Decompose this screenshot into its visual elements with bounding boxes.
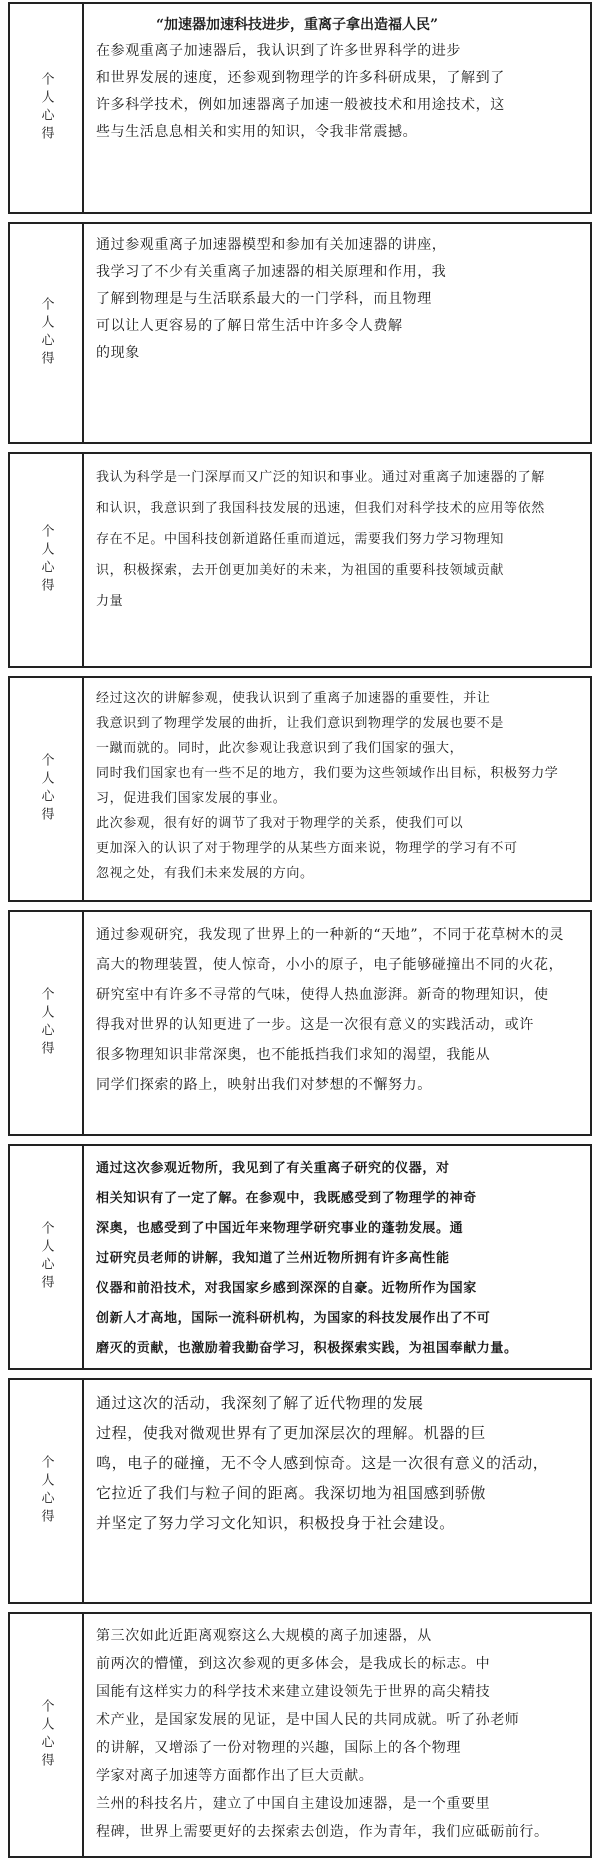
reflection-card [8, 910, 592, 1136]
reflection-text-cell [84, 912, 590, 1134]
reflection-text-cell [84, 224, 590, 442]
reflection-text-cell [84, 678, 590, 900]
personal-reflection-label: 个人心得 [38, 524, 54, 596]
reflection-card [8, 452, 592, 668]
reflection-text-cell [84, 1380, 590, 1602]
reflection-text: 在参观重离子加速器后，我认识到了许多世界科学的进步 和世界发展的速度，还参观到物理学的许多科研成果，了解到了 许多科学技术，例如加速器离子加速一般被技术和用途技术，这 些与生活息息相关和实用的知识，令我非常震撼。 [96, 43, 505, 140]
personal-reflection-label: 个人心得 [38, 753, 54, 825]
label-cell [10, 1146, 84, 1368]
personal-reflection-label: 个人心得 [38, 297, 54, 369]
reflection-card [8, 1612, 592, 1858]
reflection-text-cell [84, 454, 590, 666]
personal-reflection-label: 个人心得 [38, 72, 54, 144]
reflection-card [8, 222, 592, 444]
personal-reflection-label: 个人心得 [38, 987, 54, 1059]
reflection-text: 通过这次参观近物所，我见到了有关重离子研究的仪器，对 相关知识有了一定了解。在参观中，我既感受到了物理学的神奇 深奥，也感受到了中国近年来物理学研究事业的蓬勃发展。通 过研究员老师的讲解，我知道了兰州近物所拥有许多高性能 仪器和前沿技术，对我国家乡感到深深的自豪。近物所作为国家 创新人才高地，国际一流科研机构，为国家的科技发展作出了不可 磨灭的贡献，也激励着我勤奋学习，积极探索实践，为祖国奉献力量。 [96, 1161, 518, 1356]
reflection-title: “加速器加速科技进步，重离子拿出造福人民” [156, 17, 439, 33]
reflection-text: 通过参观研究，我发现了世界上的一种新的“天地”，不同于花草树木的灵 高大的物理装置，使人惊奇，小小的原子，电子能够碰撞出不同的火花， 研究室中有许多不寻常的气味，使得人热血澎湃。新奇的物理知识，使 得我对世界的认知更进了一步。这是一次很有意义的实践活动，或许 很多物理知识非常深奥，也不能抵挡我们求知的渴望，我能从 同学们探索的路上，映射出我们对梦想的不懈努力。 [96, 927, 565, 1093]
label-cell [10, 224, 84, 442]
personal-reflection-label: 个人心得 [38, 1455, 54, 1527]
reflection-text: 通过这次的活动，我深刻了解了近代物理的发展 过程，使我对微观世界有了更加深层次的理解。机器的巨 鸣，电子的碰撞，无不令人感到惊奇。这是一次很有意义的活动， 它拉近了我们与粒子间的距离。我深切地为祖国感到骄傲 并坚定了努力学习文化知识，积极投身于社会建设。 [96, 1394, 549, 1532]
reflection-text: 第三次如此近距离观察这么大规模的离子加速器，从 前两次的懵懂，到这次参观的更多体会，是我成长的标志。中 国能有这样实力的科学技术来建立建设领先于世界的高尖精技 术产业，是国家发展的见证，是中国人民的共同成就。听了孙老师 的讲解，又增添了一份对物理的兴趣，国际上的各个物理 学家对离子加速等方面都作出了巨大贡献。 兰州的科技名片，建立了中国自主建设加速器，是一个重要里 程碑，世界上需要更好的去探索去创造，作为青年，我们应砥砺前行。 [96, 1628, 549, 1840]
label-cell [10, 1380, 84, 1602]
label-cell [10, 912, 84, 1134]
label-cell [10, 454, 84, 666]
personal-reflection-label: 个人心得 [38, 1699, 54, 1771]
label-cell [10, 1614, 84, 1856]
reflection-card [8, 676, 592, 902]
reflection-text: 通过参观重离子加速器模型和参加有关加速器的讲座， 我学习了不少有关重离子加速器的相关原理和作用，我 了解到物理是与生活联系最大的一门学科，而且物理 可以让人更容易的了解日常生活中许多令人费解 的现象 [96, 237, 447, 361]
label-cell [10, 4, 84, 212]
reflection-card [8, 1378, 592, 1604]
reflection-text: 我认为科学是一门深厚而又广泛的知识和事业。通过对重离子加速器的了解 和认识，我意识到了我国科技发展的迅速，但我们对科学技术的应用等依然 存在不足。中国科技创新道路任重而道远，需要我们努力学习物理知 识，积极探索，去开创更加美好的未来，为祖国的重要科技领域贡献 力量 [96, 470, 545, 609]
personal-reflection-label: 个人心得 [38, 1221, 54, 1293]
reflection-text-cell [84, 1614, 590, 1856]
reflection-text-cell [84, 4, 590, 212]
reflection-card [8, 2, 592, 214]
reflection-text-cell [84, 1146, 590, 1368]
reflection-text: 经过这次的讲解参观，使我认识到了重离子加速器的重要性，并让 我意识到了物理学发展的曲折，让我们意识到物理学的发展也要不是 一蹴而就的。同时，此次参观让我意识到了我们国家的强大， 同时我们国家也有一些不足的地方，我们要为这些领域作出目标，积极努力学 习，促进我们国家发展的事业。 此次参观，很有好的调节了我对于物理学的关系，使我们可以 更加深入的认识了对于物理学的从某些方面来说，物理学的学习有不可 忽视之处，有我们未来发展的方向。 [96, 691, 559, 881]
reflection-card [8, 1144, 592, 1370]
label-cell [10, 678, 84, 900]
